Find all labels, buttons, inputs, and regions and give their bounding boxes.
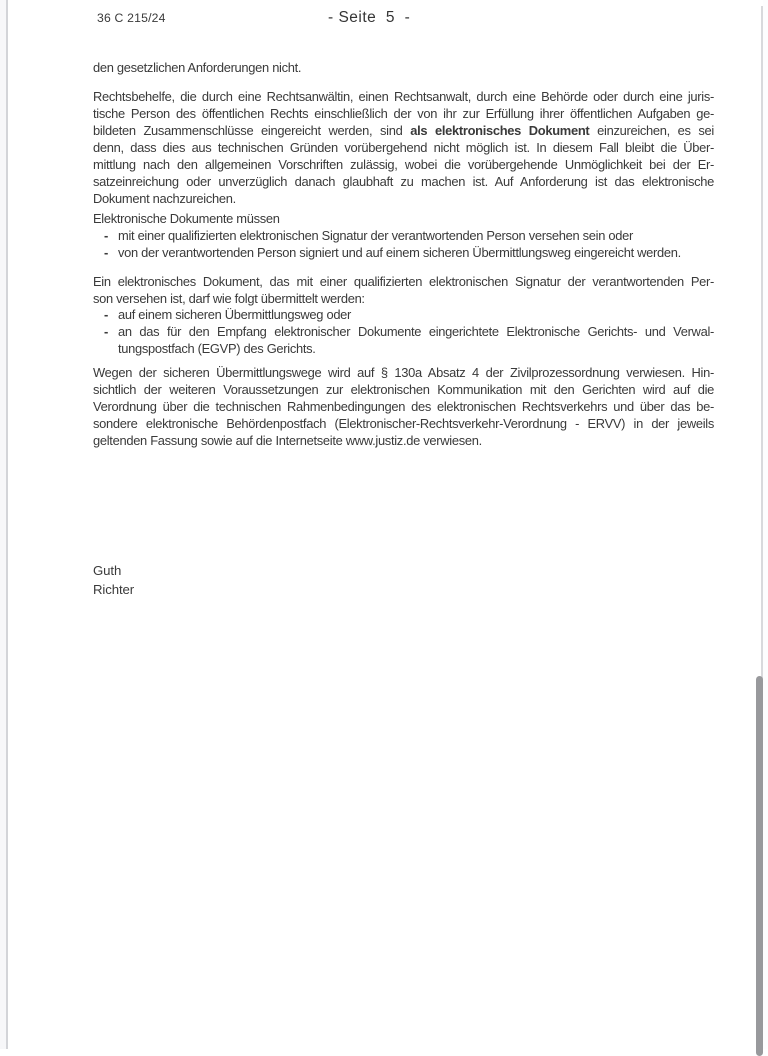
text-line: Richter bbox=[93, 582, 135, 597]
text-line: Elektronische Dokumente müssen bbox=[93, 211, 280, 226]
list-item bbox=[93, 227, 714, 244]
text-line: Dokument nachzureichen. bbox=[93, 191, 236, 206]
paragraph bbox=[93, 88, 714, 207]
text-line: an das für den Empfang elektronischer Dokumente eingerichtete Elektronische Gerichts- und Verwal- bbox=[118, 324, 714, 339]
text-line: mit einer qualifizierten elektronischen Signatur der verantwortenden Person versehen sein oder bbox=[118, 228, 633, 243]
text-line: Verordnung über die technischen Rahmenbedingungen des elektronischen Rechtsverkehrs und über das be- bbox=[93, 399, 714, 414]
scrollbar-thumb[interactable] bbox=[756, 676, 763, 1056]
text-line: tische Person des öffentlichen Rechts einschließlich der von ihr zur Erfüllung ihrer öffentlichen Aufgaben ge- bbox=[93, 106, 714, 121]
list-item bbox=[93, 323, 714, 357]
signature-block bbox=[93, 561, 714, 599]
bullet-dash: - bbox=[104, 307, 108, 322]
bullet-dash: - bbox=[104, 228, 108, 243]
text-line: sichtlich der weiteren Voraussetzungen zur elektronischen Kommunikation mit den Gerichten wird auf die bbox=[93, 382, 714, 397]
bullet-dash: - bbox=[104, 245, 108, 260]
text-line: Ein elektronisches Dokument, das mit einer qualifizierten elektronischen Signatur der verantwortenden Per- bbox=[93, 274, 714, 289]
text-line: von der verantwortenden Person signiert und auf einem sicheren Übermittlungsweg eingereicht werden. bbox=[118, 245, 681, 260]
text-line: geltenden Fassung sowie auf die Internetseite www.justiz.de verwiesen. bbox=[93, 433, 482, 448]
text-line: mittlung nach den allgemeinen Vorschriften zulässig, wobei die vorübergehende Unmöglichkeit bei der Er- bbox=[93, 157, 714, 172]
page-edge-left bbox=[6, 0, 8, 1049]
text-line: auf einem sicheren Übermittlungsweg oder bbox=[118, 307, 352, 322]
text-line: Wegen der sicheren Übermittlungswege wird auf § 130a Absatz 4 der Zivilprozessordnung verwiesen. Hin- bbox=[93, 365, 714, 380]
list-item bbox=[93, 306, 714, 323]
case-number: 36 C 215/24 bbox=[97, 11, 166, 25]
text-line: denn, dass dies aus technischen Gründen vorübergehend nicht möglich ist. In diesem Fall bleibt die Über- bbox=[93, 140, 714, 155]
text-line: bildeten Zusammenschlüsse eingereicht werden, sind als elektronisches Dokument einzureichen, es sei bbox=[93, 123, 714, 138]
text-line: den gesetzlichen Anforderungen nicht. bbox=[93, 60, 302, 75]
bullet-list bbox=[93, 210, 714, 261]
paragraph bbox=[93, 59, 714, 76]
list-item bbox=[93, 244, 714, 261]
text-line: tungspostfach (EGVP) des Gerichts. bbox=[118, 341, 316, 356]
paragraph bbox=[93, 364, 714, 449]
page-margin-right bbox=[763, 0, 768, 1049]
text-line: Guth bbox=[93, 563, 122, 578]
text-line: son versehen ist, darf wie folgt übermittelt werden: bbox=[93, 291, 365, 306]
paragraph bbox=[93, 273, 714, 307]
text-line: sondere elektronische Behördenpostfach (Elektronischer-Rechtsverkehr-Verordnung - ERVV) in der jeweils bbox=[93, 416, 714, 431]
text-line: Rechtsbehelfe, die durch eine Rechtsanwältin, einen Rechtsanwalt, durch eine Behörde oder durch eine juris- bbox=[93, 89, 714, 104]
text-line: satzeinreichung oder unverzüglich danach glaubhaft zu machen ist. Auf Anforderung ist das elektronische bbox=[93, 174, 714, 189]
page-number-label: - Seite 5 - bbox=[328, 9, 411, 26]
bullet-list bbox=[93, 306, 714, 357]
bullet-dash: - bbox=[104, 324, 108, 339]
